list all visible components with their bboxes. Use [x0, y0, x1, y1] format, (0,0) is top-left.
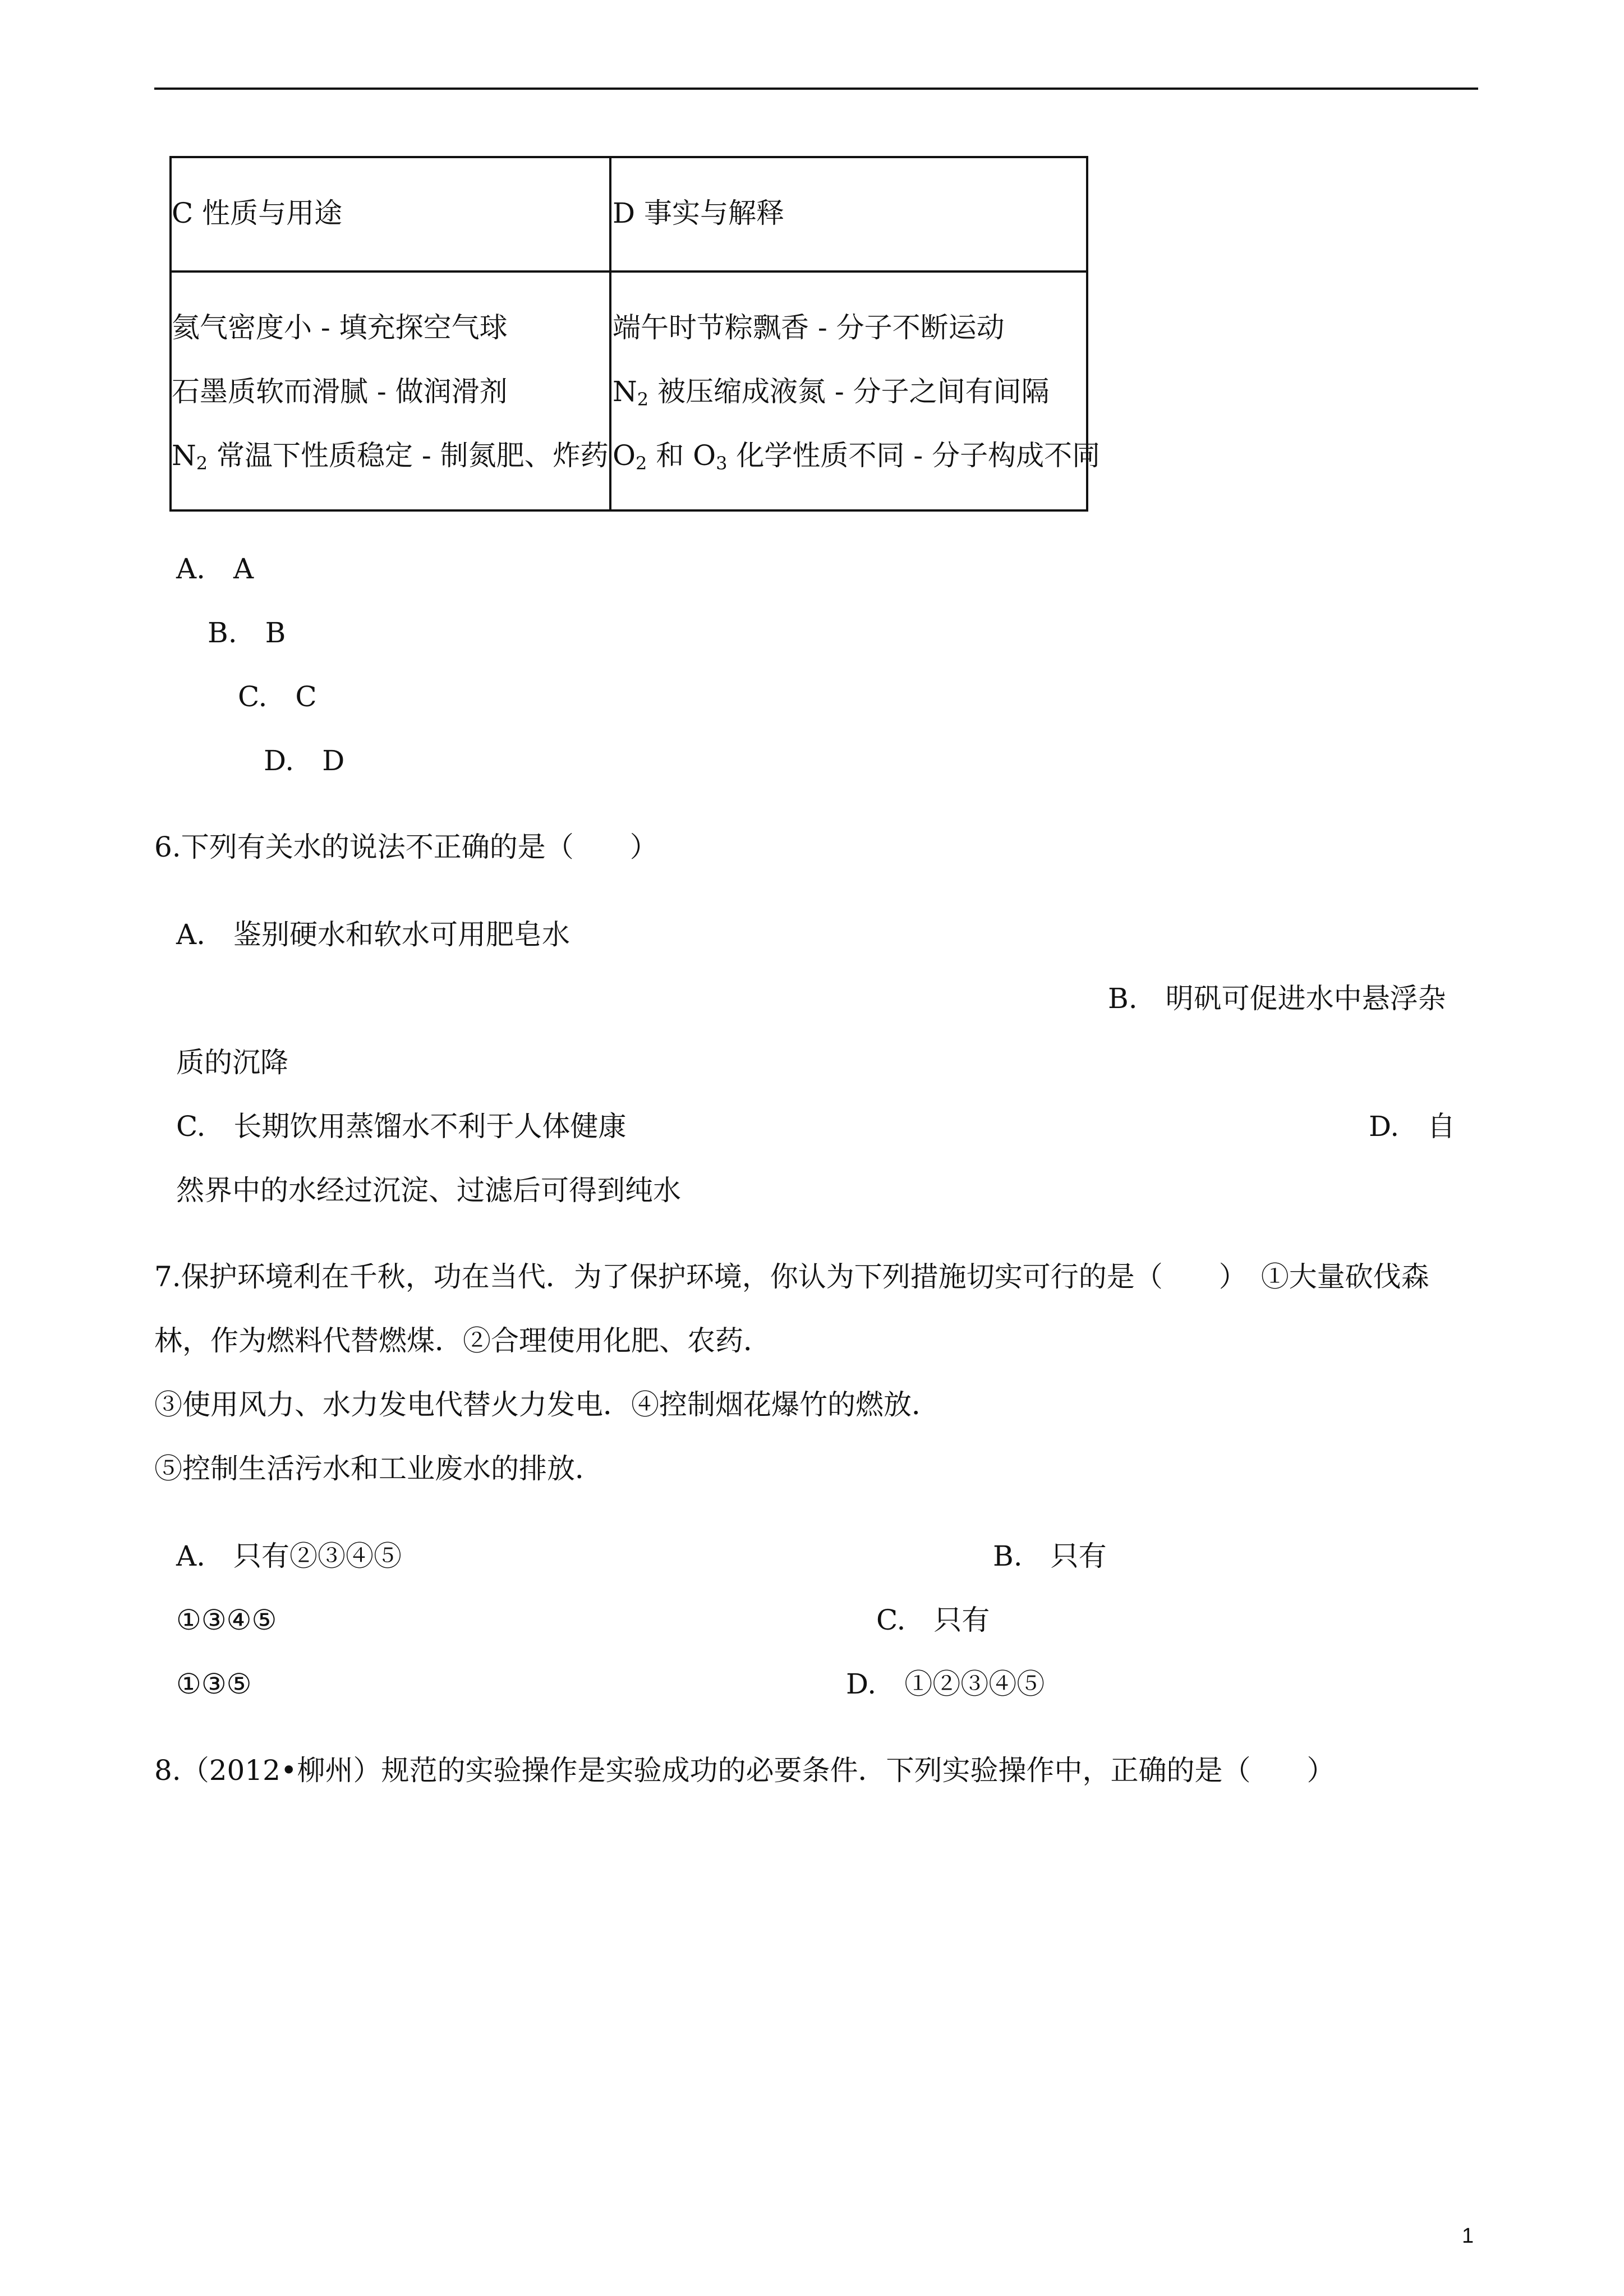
q7-option-b-cont: ①③④⑤	[176, 1604, 277, 1636]
table-cell-c-row3: $N_2$ 常温下性质稳定 - 制氮肥、炸药	[172, 439, 609, 474]
q6-option-b-cont: 质的沉降	[176, 1046, 288, 1079]
q7-stem-line1: 7.保护环境利在千秋，功在当代．为了保护环境，你认为下列措施切实可行的是（ ） ①大量砍伐森	[154, 1260, 1429, 1293]
q5-option-d: D. D	[264, 744, 345, 777]
q5-option-b: B. B	[208, 616, 286, 649]
q7-option-c: C. 只有	[876, 1604, 990, 1636]
q5-option-a: A. A	[176, 553, 254, 585]
q7-stem-line3: ③使用风力、水力发电代替火力发电．④控制烟花爆竹的燃放．	[154, 1388, 940, 1421]
table-header-d: D 事实与解释	[613, 197, 784, 229]
q7-option-d: D. ①②③④⑤	[846, 1668, 1045, 1700]
table-column-divider	[609, 158, 611, 509]
q6-option-b: B. 明矾可促进水中悬浮杂	[1108, 982, 1446, 1015]
q6-stem: 6.下列有关水的说法不正确的是（ ）	[154, 831, 658, 863]
table-cell-c-row1: 氦气密度小 - 填充探空气球	[172, 311, 508, 344]
q5-option-c: C. C	[238, 680, 317, 713]
table-cell-d-row3: $O_2$ 和 $O_3$ 化学性质不同 - 分子构成不同	[613, 439, 1101, 474]
q7-stem-line4: ⑤控制生活污水和工业废水的排放．	[154, 1452, 603, 1485]
q7-stem-line2: 林，作为燃料代替燃煤．②合理使用化肥、农药．	[154, 1324, 771, 1357]
q6-option-d-cont: 然界中的水经过沉淀、过滤后可得到纯水	[176, 1174, 681, 1207]
q7-option-a: A. 只有②③④⑤	[176, 1540, 402, 1572]
q6-option-d: D. 自	[1369, 1110, 1456, 1143]
q6-option-a: A. 鉴别硬水和软水可用肥皂水	[176, 918, 571, 951]
table-cell-c-row2: 石墨质软而滑腻 - 做润滑剂	[172, 375, 508, 408]
comparison-table	[169, 156, 1101, 512]
table-header-c: C 性质与用途	[172, 197, 343, 229]
q6-option-c: C. 长期饮用蒸馏水不利于人体健康	[176, 1110, 627, 1143]
q7-option-b: B. 只有	[993, 1540, 1107, 1572]
header-rule	[154, 88, 1478, 90]
q8-stem: 8.（2012•柳州）规范的实验操作是实验成功的必要条件．下列实验操作中，正确的是（ ）	[154, 1754, 1335, 1787]
table-cell-d-row1: 端午时节粽飘香 - 分子不断运动	[613, 311, 1005, 344]
table-row-divider	[172, 270, 1086, 273]
table-cell-d-row2: $N_2$ 被压缩成液氮 - 分子之间有间隔	[613, 375, 1050, 410]
q7-option-c-cont: ①③⑤	[176, 1668, 252, 1700]
page-number: 1	[1462, 2224, 1474, 2248]
